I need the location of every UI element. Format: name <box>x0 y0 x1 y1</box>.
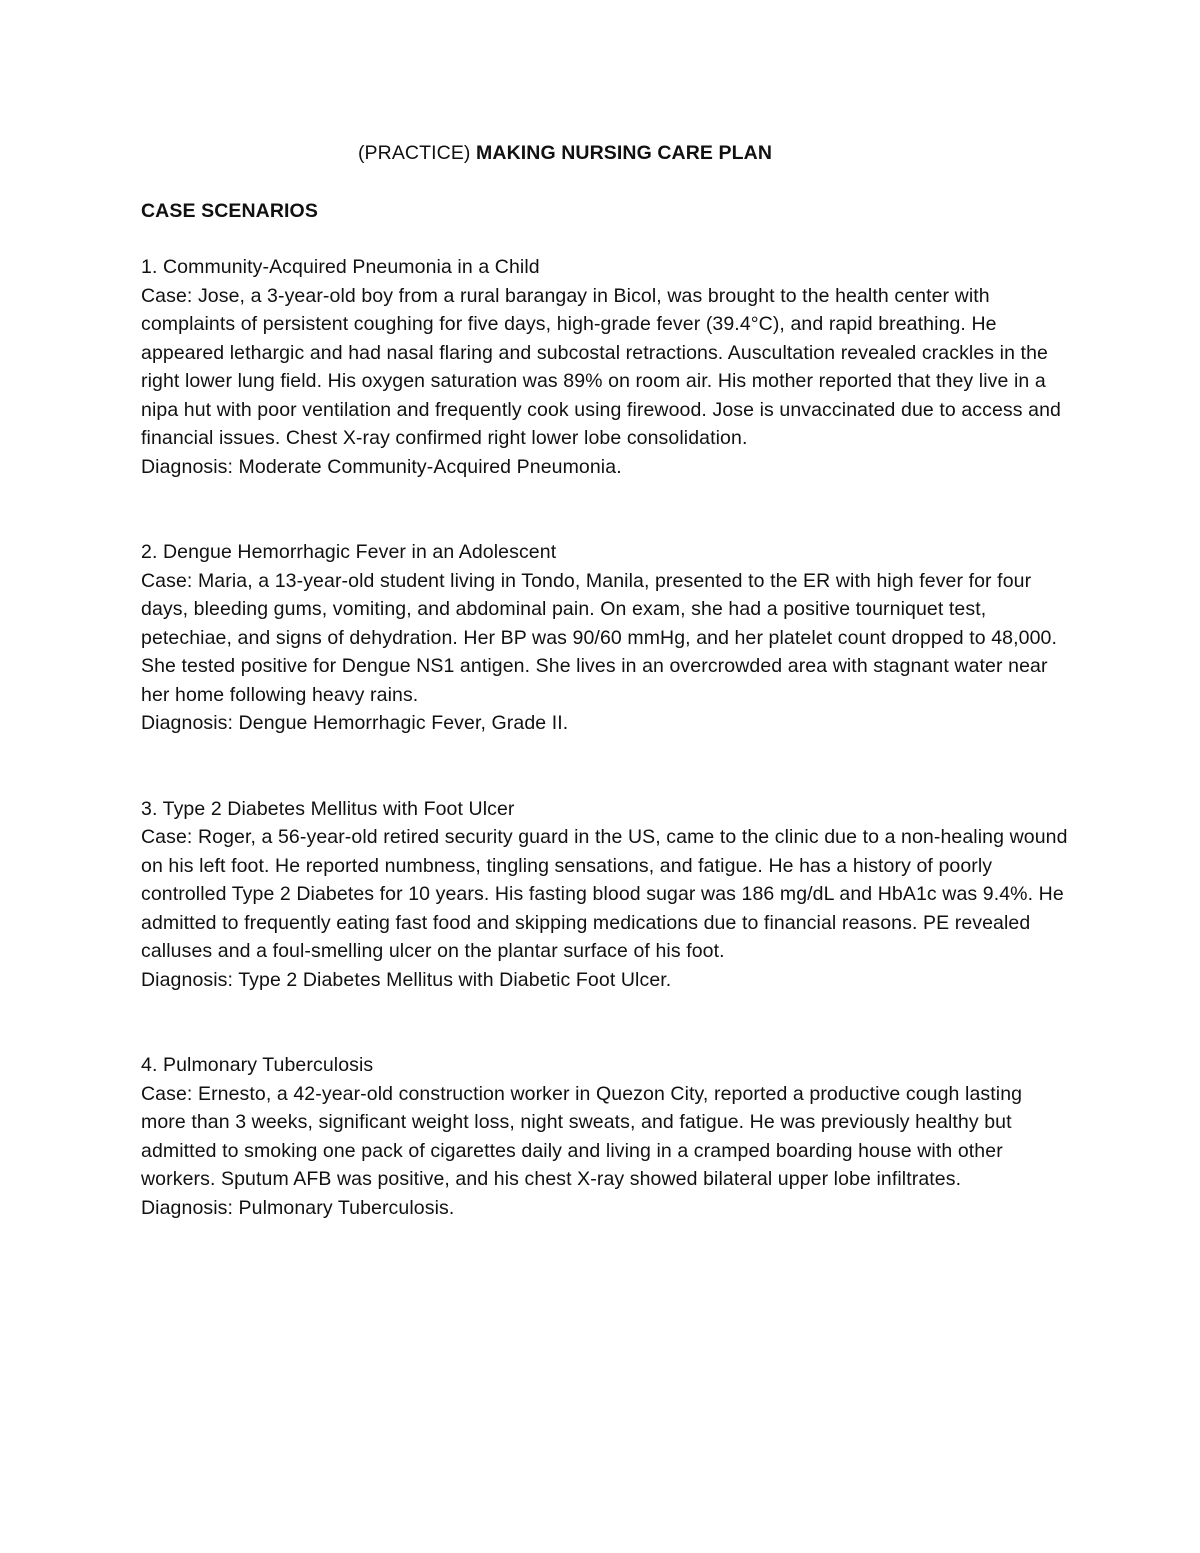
case-text: Case: Maria, a 13-year-old student living in Tondo, Manila, presented to the ER with high fever for four days, bleeding gums, vomiting, and abdominal pain. On exam, she had a positive tourniquet test, petechiae, and signs of dehydration. Her BP was 90/60 mmHg, and her platelet count dropped to 48,000. She tested positive for Dengue NS1 antigen. She lives in an overcrowded area with stagnant water near her home following heavy rains. <box>141 569 1057 706</box>
case-diagnosis: Diagnosis: Dengue Hemorrhagic Fever, Grade II. <box>141 712 569 734</box>
case-scenario-1 <box>141 253 1071 481</box>
title-main: MAKING NURSING CARE PLAN <box>476 142 773 164</box>
section-heading: CASE SCENARIOS <box>141 199 318 222</box>
case-scenario-4 <box>141 1051 1071 1222</box>
case-heading: 1. Community-Acquired Pneumonia in a Child <box>141 256 540 278</box>
case-heading: 3. Type 2 Diabetes Mellitus with Foot Ulcer <box>141 797 515 820</box>
case-text: Case: Ernesto, a 42-year-old construction worker in Quezon City, reported a productive cough lasting more than 3 weeks, significant weight loss, night sweats, and fatigue. He was previously healthy but admitted to smoking one pack of cigarettes daily and living in a cramped boarding house with other workers. Sputum AFB was positive, and his chest X-ray showed bilateral upper lobe infiltrates. <box>141 1082 1023 1190</box>
case-scenario-2 <box>141 538 1071 738</box>
case-text: Case: Roger, a 56-year-old retired security guard in the US, came to the clinic due to a non-healing wound on his left foot. He reported numbness, tingling sensations, and fatigue. He has a history of poorly controlled Type 2 Diabetes for 10 years. His fasting blood sugar was 186 mg/dL and HbA1c was 9.4%. He admitted to frequently eating fast food and skipping medications due to financial reasons. PE revealed calluses and a foul-smelling ulcer on the plantar surface of his foot. <box>141 826 1068 962</box>
case-text: Case: Jose, a 3-year-old boy from a rural barangay in Bicol, was brought to the health center with complaints of persistent coughing for five days, high-grade fever (39.4°C), and rapid breathing. He appeared lethargic and had nasal flaring and subcostal retractions. Auscultation revealed crackles in the right lower lung field. His oxygen saturation was 89% on room air. His mother reported that they live in a nipa hut with poor ventilation and frequently cook using firewood. Jose is unvaccinated due to access and financial issues. Chest X-ray confirmed right lower lobe consolidation. <box>141 284 1061 449</box>
case-diagnosis: Diagnosis: Moderate Community-Acquired Pneumonia. <box>141 455 622 478</box>
case-heading: 4. Pulmonary Tuberculosis <box>141 1054 374 1076</box>
title-prefix: (PRACTICE) <box>357 142 477 164</box>
case-diagnosis: Diagnosis: Type 2 Diabetes Mellitus with Diabetic Foot Ulcer. <box>141 968 672 991</box>
document-page <box>141 139 1071 1222</box>
document-title <box>100 139 1030 168</box>
case-diagnosis: Diagnosis: Pulmonary Tuberculosis. <box>141 1196 455 1219</box>
case-heading: 2. Dengue Hemorrhagic Fever in an Adolescent <box>141 541 557 563</box>
case-scenario-3 <box>141 795 1071 995</box>
